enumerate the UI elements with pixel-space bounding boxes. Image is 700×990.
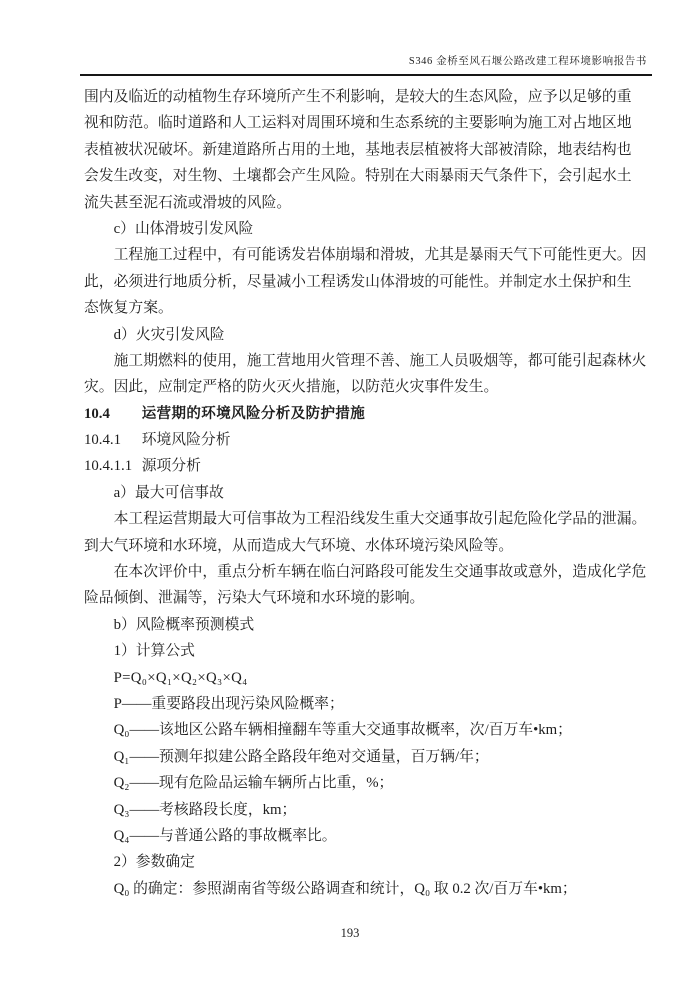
paragraph-line: 在本次评价中，重点分析车辆在临白河路段可能发生交通事故或意外，造成化学危 [113,564,647,581]
section-heading-10-4 [84,401,650,427]
section-title: 运营期的环境风险分析及防护措施 [141,405,366,422]
section-number: 10.4 [84,405,110,422]
paragraph-line: 灾。因此，应制定严格的防火灭火措施，以防范火灾事件发生。 [84,379,499,396]
paragraph-line: 表植被状况破坏。新建道路所占用的土地，基地表层植被将大部被清除，地表结构也 [84,141,632,158]
item-heading-b: b）风险概率预测模式 [113,616,255,633]
section-number: 10.4.1 [84,432,121,449]
item-heading-c: c）山体滑坡引发风险 [113,220,254,237]
paragraph-line: 围内及临近的动植物生存环境所产生不利影响，是较大的生态风险，应予以足够的重 [84,89,632,105]
paragraph-line: 态恢复方案。 [84,300,173,317]
param-definition-q1: Q₁——预测年拟建公路全路段年绝对交通量，百万辆/年； [113,748,489,765]
item-heading-2: 2）参数确定 [113,854,195,871]
param-definition-q2: Q₂——现有危险品运输车辆所占比重，%； [113,775,394,792]
paragraph-line: 险品倾倒、泄漏等，污染大气环境和水环境的影响。 [84,590,425,607]
item-heading-1: 1）计算公式 [113,643,195,660]
page-header-title: S346 金桥至风石堰公路改建工程环境影响报告书 [408,56,647,67]
param-definition-q3: Q₃——考核路段长度，km； [113,801,297,818]
section-title: 环境风险分析 [141,432,231,449]
param-definition-q0: Q₀——该地区公路车辆相撞翻车等重大交通事故概率，次/百万车•km； [113,722,572,739]
page-number: 193 [340,926,360,940]
paragraph-line: 工程施工过程中，有可能诱发岩体崩塌和滑坡，尤其是暴雨天气下可能性更大。因 [113,247,647,264]
document-body [84,84,650,902]
paragraph-line: 视和防范。临时道路和人工运料对周围环境和生态系统的主要影响为施工对占地区地 [84,115,632,132]
subsection-heading-10-4-1 [84,427,650,453]
param-value-q0: Q₀ 的确定：参照湖南省等级公路调查和统计，Q₀ 取 0.2 次/百万车•km； [113,880,577,897]
param-definition-q4: Q₄——与普通公路的事故概率比。 [113,827,337,844]
section-number: 10.4.1.1 [84,458,133,475]
subsection-heading-10-4-1-1 [84,453,650,479]
paragraph-line: 此，必须进行地质分析，尽量减小工程诱发山体滑坡的可能性。并制定水土保护和生 [84,273,632,290]
section-title: 源项分析 [141,458,201,475]
probability-formula: P=Q₀×Q₁×Q₂×Q₃×Q₄ [113,669,248,686]
paragraph-line: 流失甚至泥石流或滑坡的风险。 [84,194,292,211]
paragraph-line: 会发生改变，对生物、土壤都会产生风险。特别在大雨暴雨天气条件下，会引起水土 [84,168,632,185]
header-rule [80,74,652,76]
item-heading-d: d）火灾引发风险 [113,326,225,343]
paragraph-line: 施工期燃料的使用，施工营地用火管理不善、施工人员吸烟等，都可能引起森林火 [113,352,647,369]
param-definition-p: P——重要路段出现污染风险概率； [113,695,344,712]
paragraph-line: 到大气环境和水环境，从而造成大气环境、水体环境污染风险等。 [84,537,514,554]
paragraph-line: 本工程运营期最大可信事故为工程沿线发生重大交通事故引起危险化学品的泄漏。 [113,511,647,528]
item-heading-a: a）最大可信事故 [113,484,224,501]
